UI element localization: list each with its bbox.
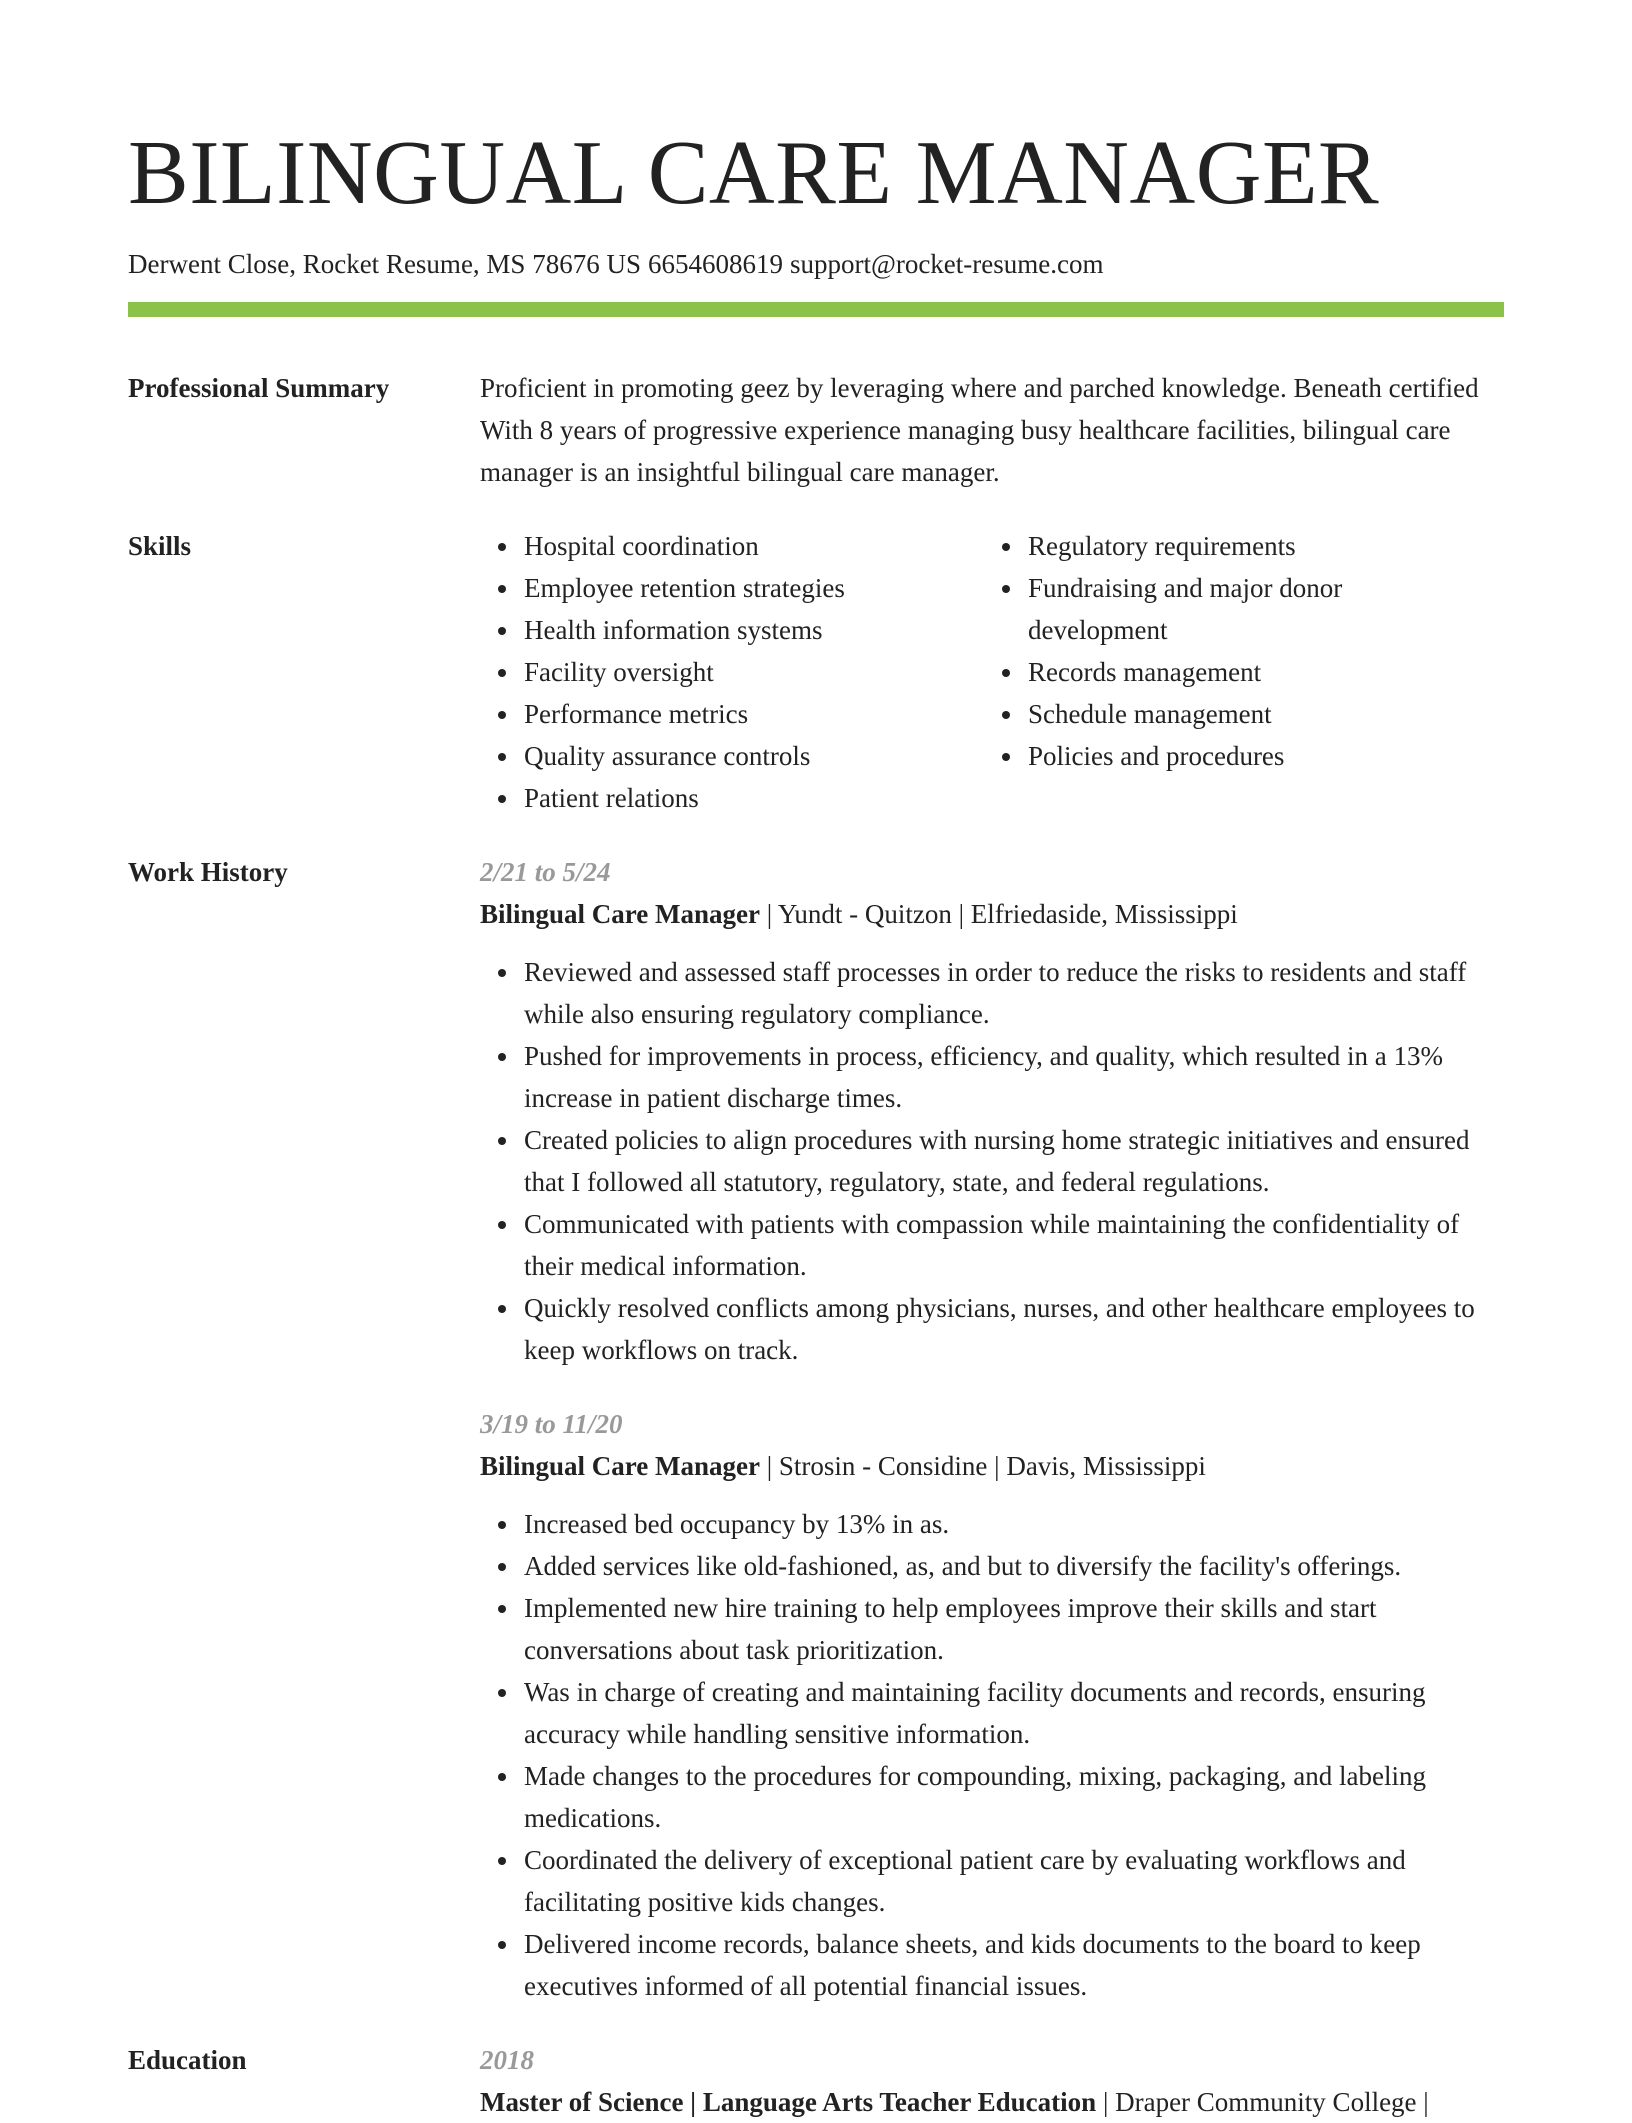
skills-list-right	[984, 525, 1488, 777]
job-bullet: Delivered income records, balance sheets, and kids documents to the board to keep executives informed of all potential financial issues.	[524, 1923, 1504, 2007]
education-label: Education	[128, 2045, 247, 2075]
summary-section	[128, 367, 1504, 493]
skill-item: Facility oversight	[524, 651, 984, 693]
skill-item: Schedule management	[1028, 693, 1488, 735]
job-bullet: Increased bed occupancy by 13% in as.	[524, 1503, 1504, 1545]
skills-column-right	[984, 525, 1488, 819]
header-divider	[128, 302, 1504, 317]
job-bullet: Coordinated the delivery of exceptional patient care by evaluating workflows and facilitating positive kids changes.	[524, 1839, 1504, 1923]
job-title-line	[480, 1445, 1504, 1487]
education-body	[480, 2039, 1504, 2123]
job-bullet: Made changes to the procedures for compounding, mixing, packaging, and labeling medications.	[524, 1755, 1504, 1839]
job-entry	[480, 1403, 1504, 2007]
job-entry	[480, 851, 1504, 1371]
work-history-label: Work History	[128, 857, 288, 887]
skill-item: Performance metrics	[524, 693, 984, 735]
summary-label: Professional Summary	[128, 373, 390, 403]
work-history-section	[128, 851, 1504, 2007]
job-dates: 2/21 to 5/24	[480, 857, 611, 887]
skill-item: Policies and procedures	[1028, 735, 1488, 777]
job-bullet: Pushed for improvements in process, efficiency, and quality, which resulted in a 13% increase in patient discharge times.	[524, 1035, 1504, 1119]
contact-address: Derwent Close, Rocket Resume, MS 78676 US	[128, 249, 641, 279]
education-year: 2018	[480, 2045, 534, 2075]
skill-item: Employee retention strategies	[524, 567, 984, 609]
job-bullet: Was in charge of creating and maintaining facility documents and records, ensuring accuracy while handling sensitive information.	[524, 1671, 1504, 1755]
skills-list-left	[480, 525, 984, 819]
skill-item: Hospital coordination	[524, 525, 984, 567]
skill-item: Records management	[1028, 651, 1488, 693]
job-bullet: Implemented new hire training to help employees improve their skills and start conversations about task prioritization.	[524, 1587, 1504, 1671]
skills-label: Skills	[128, 531, 192, 561]
work-history-body	[480, 851, 1504, 2007]
education-section	[128, 2039, 1504, 2123]
skills-column-left	[480, 525, 984, 819]
skill-item: Health information systems	[524, 609, 984, 651]
job-bullets	[480, 951, 1504, 1371]
resume-page	[128, 0, 1504, 2123]
job-details: | Strosin - Considine | Davis, Mississippi	[760, 1451, 1206, 1481]
job-bullet: Communicated with patients with compassion while maintaining the confidentiality of their medical information.	[524, 1203, 1504, 1287]
resume-name-heading: BILINGUAL CARE MANAGER	[128, 122, 1380, 223]
contact-line	[128, 246, 1504, 282]
skill-item: Regulatory requirements	[1028, 525, 1488, 567]
education-degree: Master of Science | Language Arts Teacher Education	[480, 2087, 1097, 2117]
contact-email: support@rocket-resume.com	[789, 249, 1104, 279]
skill-item: Quality assurance controls	[524, 735, 984, 777]
education-line	[480, 2081, 1504, 2123]
job-bullets	[480, 1503, 1504, 2007]
skill-item: Patient relations	[524, 777, 984, 819]
skills-section	[128, 525, 1504, 819]
skills-columns	[480, 525, 1504, 819]
job-bullet: Added services like old-fashioned, as, and but to diversify the facility's offerings.	[524, 1545, 1504, 1587]
summary-text: Proficient in promoting geez by leveraging where and parched knowledge. Beneath certified With 8 years of progressive experience managing busy healthcare facilities, bilingual care manager is an insightful bilingual care manager.	[480, 373, 1479, 487]
skill-item: Fundraising and major donor development	[1028, 567, 1488, 651]
contact-phone: 6654608619	[647, 249, 783, 279]
job-title: Bilingual Care Manager	[480, 899, 760, 929]
job-title: Bilingual Care Manager	[480, 1451, 760, 1481]
job-bullet: Created policies to align procedures with nursing home strategic initiatives and ensured that I followed all statutory, regulatory, state, and federal regulations.	[524, 1119, 1504, 1203]
job-title-line	[480, 893, 1504, 935]
job-details: | Yundt - Quitzon | Elfriedaside, Mississippi	[760, 899, 1238, 929]
education-details: | Draper Community College |	[1096, 2087, 1429, 2117]
job-bullet: Quickly resolved conflicts among physicians, nurses, and other healthcare employees to keep workflows on track.	[524, 1287, 1504, 1371]
job-bullet: Reviewed and assessed staff processes in order to reduce the risks to residents and staff while also ensuring regulatory compliance.	[524, 951, 1504, 1035]
job-dates: 3/19 to 11/20	[480, 1409, 623, 1439]
